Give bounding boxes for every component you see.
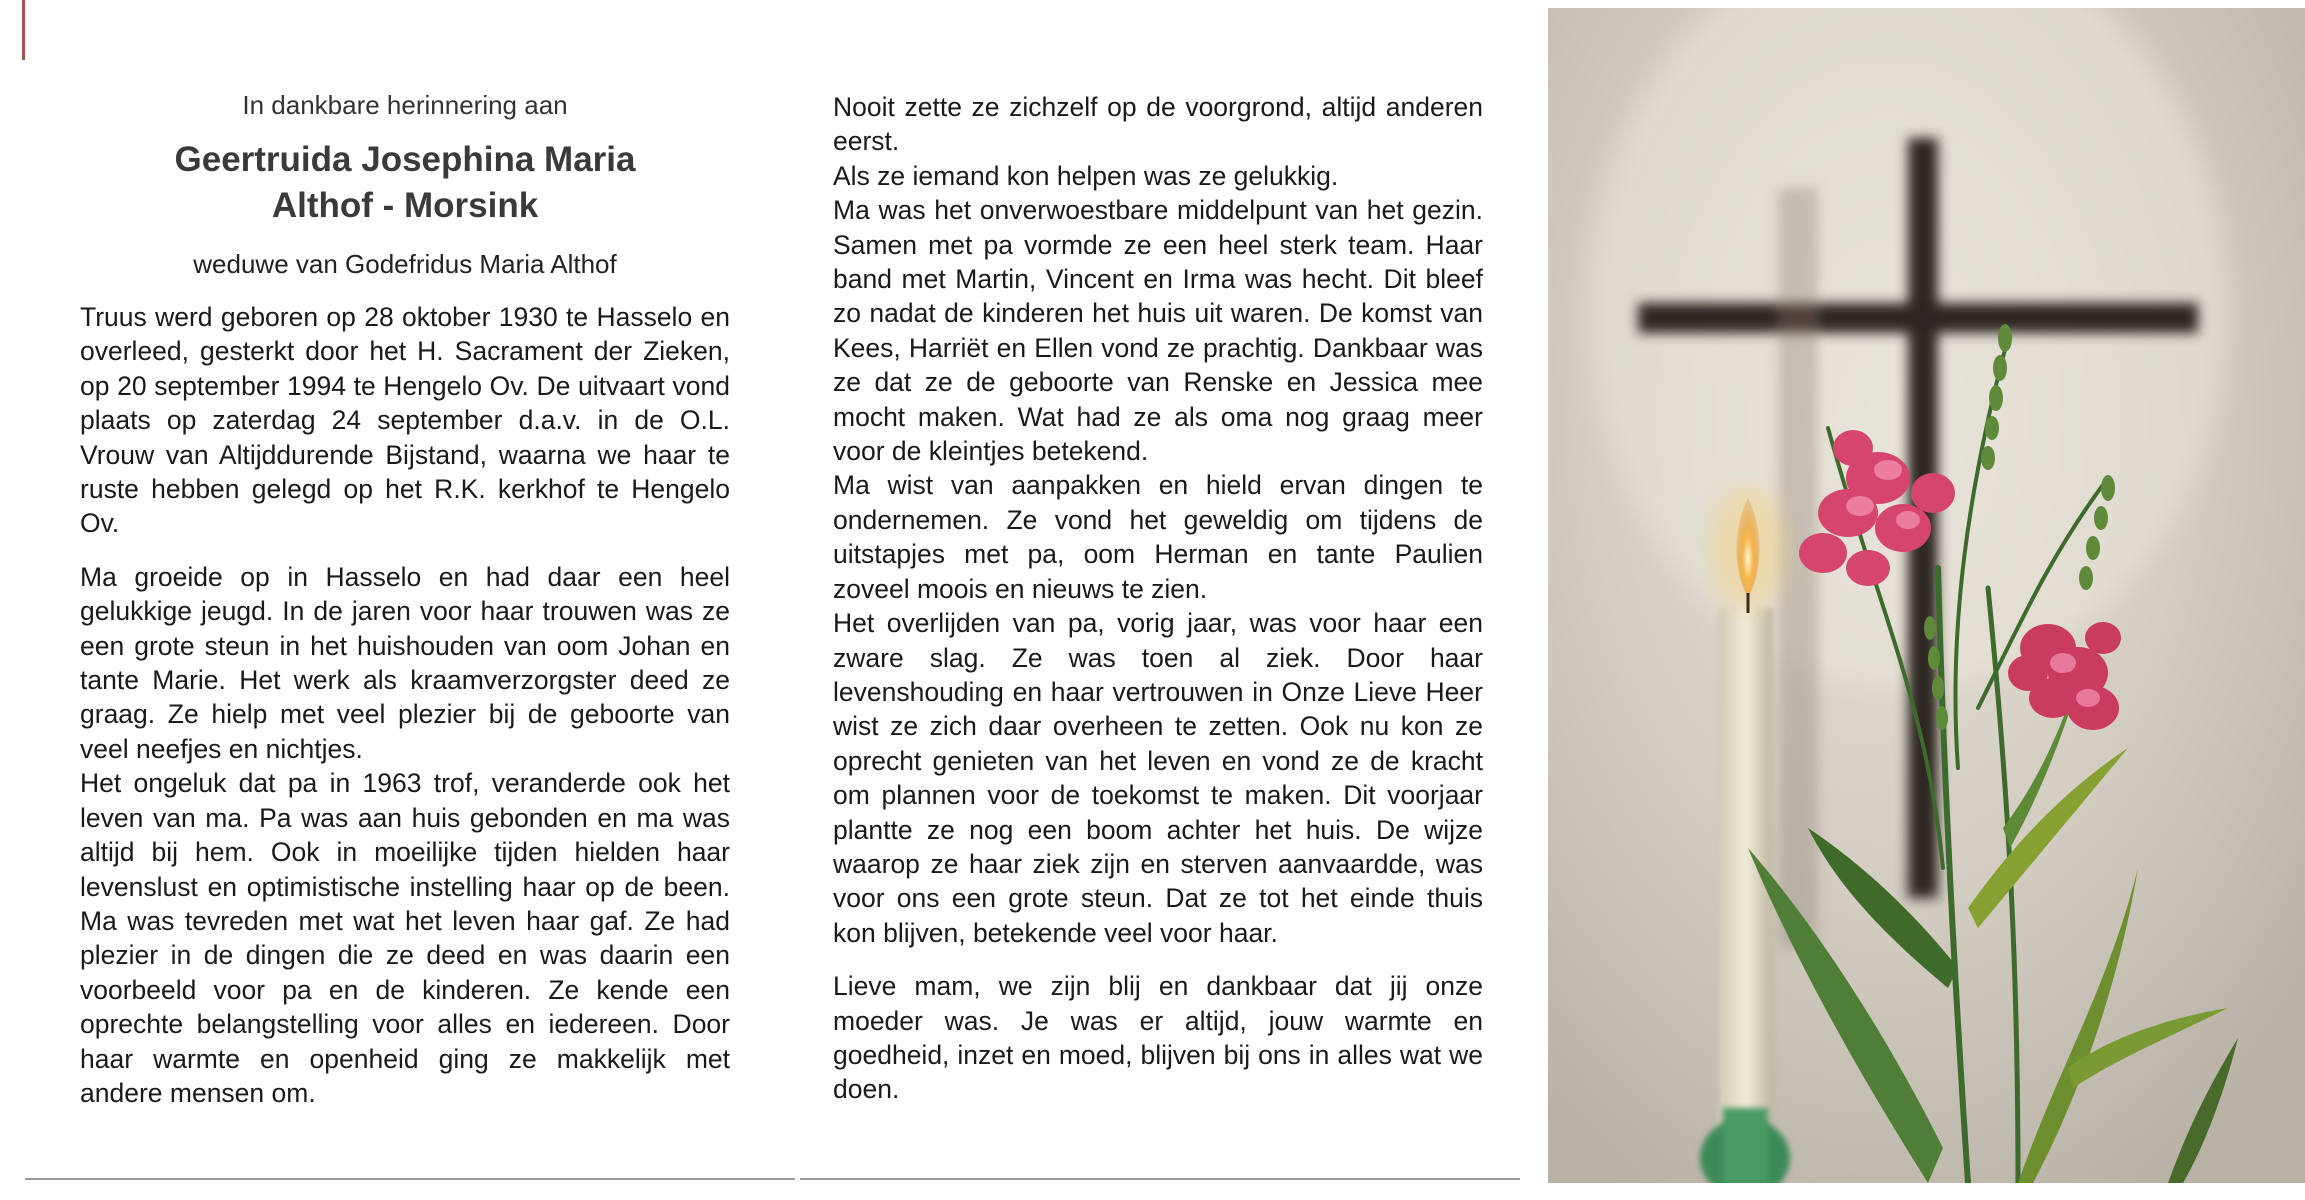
middle-column: [833, 90, 1483, 1107]
cross-candle-flower-photo: [1548, 8, 2305, 1183]
deceased-name-line2: Althof - Morsink: [271, 186, 539, 225]
deceased-name-line1: Geertruida Josephina Maria: [174, 140, 636, 179]
paragraph-final-year: Het overlijden van pa, vorig jaar, was voor haar een zware slag. Ze was toen al ziek. Door haar levenshouding en haar vertrouwen in Onze Lieve Heer wist ze zich daar overheen te zetten. Ook nu kon ze oprecht genieten van het leven en vond ze de kracht om plannen voor de toekomst te maken. Dit voorjaar plantte ze nog een boom achter het huis. De wijze waarop ze haar ziek zijn en sterven aanvaardde, was voor ons een grote steun. Dat ze tot het einde thuis kon blijven, betekende veel voor haar.: [833, 608, 1483, 948]
paragraph-helping: Als ze iemand kon helpen was ze gelukkig.: [833, 160, 1339, 191]
paragraph-youth: Ma groeide op in Hasselo en had daar een heel gelukkige jeugd. In de jaren voor haar trouwen was ze een grote steun in het huishouden van oom Johan en tante Marie. Het werk als kraamverzorgster deed ze graag. Ze hielp met veel plezier bij de geboorte van veel neefjes en nichtjes.: [80, 561, 730, 764]
paragraph-activities: Ma wist van aanpakken en hield ervan dingen te ondernemen. Ze vond het geweldig om tijdens de uitstapjes met pa, oom Herman en tante Paulien zoveel moois en nieuws te zien.: [833, 470, 1483, 604]
widow-of-text: weduwe van Godefridus Maria Althof: [193, 249, 617, 279]
bottom-rule-mid: [800, 1178, 1520, 1180]
bottom-rule-left: [25, 1178, 795, 1180]
photo-illustration: [1548, 8, 2305, 1183]
paragraph-family: Ma was het onverwoestbare middelpunt van het gezin. Samen met pa vormde ze een heel sterk team. Haar band met Martin, Vincent en Irma was hecht. Dit bleef zo nadat de kinderen het huis uit waren. De komst van Kees, Harriët en Ellen vond ze prachtig. Dankbaar was ze dat ze de geboorte van Renske en Jessica mee mocht maken. Wat had ze als oma nog graag meer voor de kleintjes betekend.: [833, 195, 1483, 467]
paragraph-accident: Het ongeluk dat pa in 1963 trof, veranderde ook het leven van ma. Pa was aan huis gebonden en ma was altijd bij hem. Ook in moeilijke tijden hielden haar levenslust en optimistische instelling haar op de been. Ma was tevreden met wat het leven haar gaf. Ze had plezier in de dingen die ze deed en was daarin een voorbeeld voor pa en de kinderen. Ze kende een oprechte belangstelling voor alles en iedereen. Door haar warmte en openheid ging ze makkelijk met andere mensen om.: [80, 768, 730, 1108]
paragraph-biography: Truus werd geboren op 28 oktober 1930 te Hasselo en overleed, gesterkt door het H. Sacrament der Zieken, op 20 september 1994 te Hengelo Ov. De uitvaart vond plaats op zaterdag 24 september d.a.v. in de O.L. Vrouw van Altijddurende Bijstand, waarna we haar te ruste hebben gelegd op het R.K. kerkhof te Hengelo Ov.: [80, 302, 730, 539]
intro-text: In dankbare herinnering aan: [242, 90, 568, 120]
left-column: [80, 90, 730, 1110]
paragraph-others-first: Nooit zette ze zichzelf op de voorgrond, altijd anderen eerst.: [833, 92, 1483, 157]
paragraph-farewell: Lieve mam, we zijn blij en dankbaar dat jij onze moeder was. Je was er altijd, jouw warmte en goedheid, inzet en moed, blijven bij ons in alles wat we doen.: [833, 971, 1483, 1105]
card-edge-mark: [22, 0, 25, 60]
